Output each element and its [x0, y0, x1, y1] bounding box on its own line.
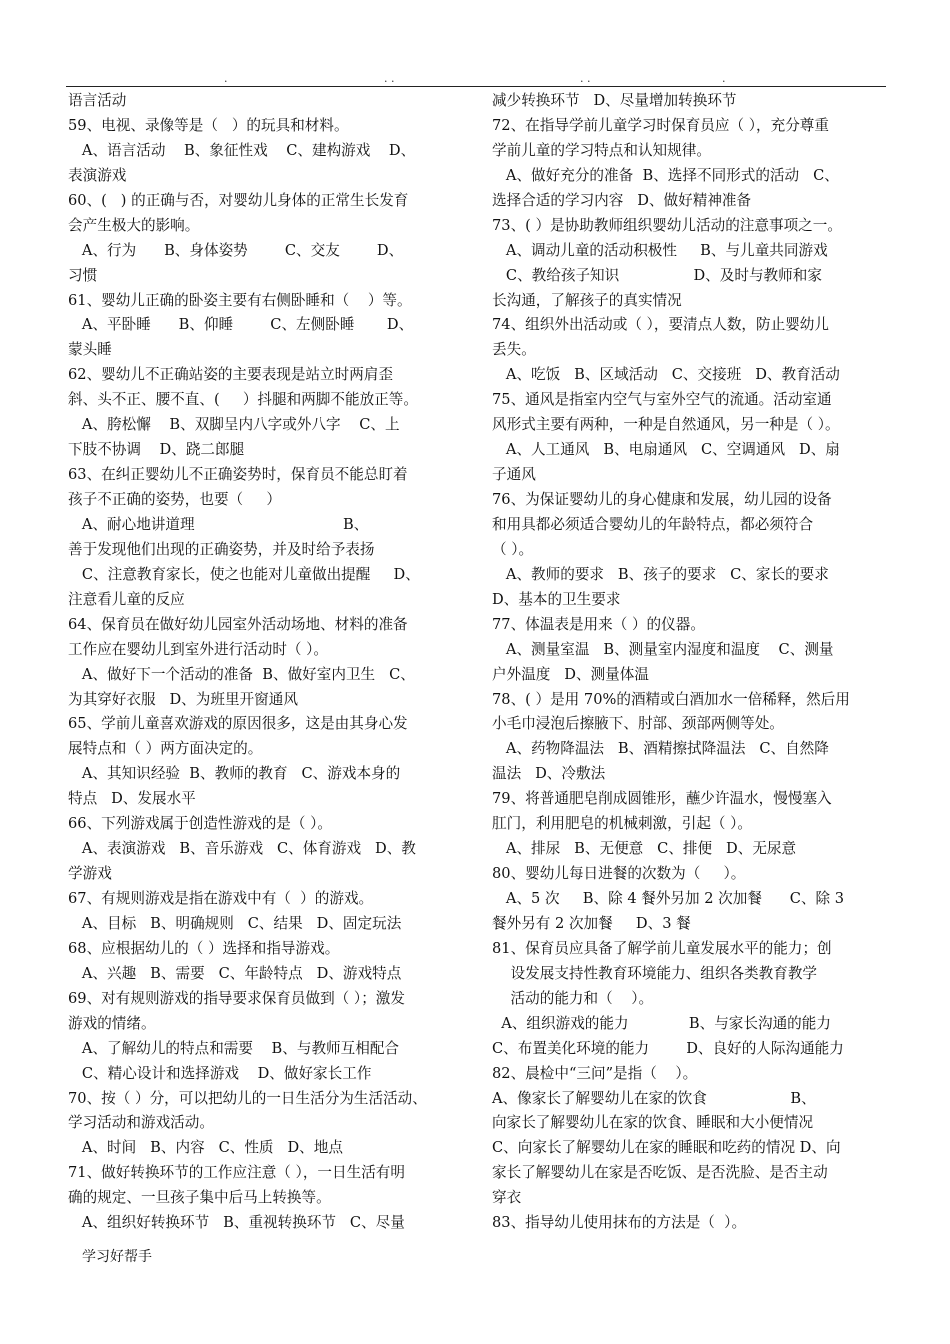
text-line: 81、保育员应具备了解学前儿童发展水平的能力；创 [492, 939, 832, 957]
text-line: 为其穿好衣服 D、为班里开窗通风 [68, 690, 298, 708]
text-line: 户外温度 D、测量体温 [492, 665, 649, 683]
text-line: 家长了解婴幼儿在家是否吃饭、是否洗脸、是否主动 [492, 1164, 828, 1182]
text-line: A、排尿 B、无便意 C、排便 D、无尿意 [492, 840, 797, 858]
text-line: A、像家长了解婴幼儿在家的饮食 B、 [492, 1089, 816, 1107]
text-line: 小毛巾浸泡后擦腋下、肘部、颈部两侧等处。 [492, 715, 784, 733]
text-line: A、教师的要求 B、孩子的要求 C、家长的要求 [492, 565, 829, 583]
text-line: 67、有规则游戏是指在游戏中有（ ）的游戏。 [68, 890, 374, 907]
text-line: 工作应在婴幼儿到室外进行活动时（ ）。 [68, 640, 329, 658]
header-dot: . . [384, 72, 395, 85]
text-line: A、行为 B、身体姿势 C、交友 D、 [68, 241, 404, 259]
text-line: 76、为保证婴幼儿的身心健康和发展，幼儿园的设备 [492, 491, 832, 508]
text-line: 穿衣 [492, 1189, 522, 1207]
text-line: A、目标 B、明确规则 C、结果 D、固定玩法 [68, 914, 402, 932]
text-line: A、药物降温法 B、酒精擦拭降温法 C、自然降 [492, 740, 829, 758]
text-line: 长沟通，了解孩子的真实情况 [492, 291, 682, 309]
text-line: A、耐心地讲道理 B、 [68, 515, 369, 533]
text-line: A、人工通风 B、电扇通风 C、空调通风 D、扇 [492, 441, 840, 459]
text-line: 游戏的情绪。 [68, 1014, 156, 1032]
text-line: 77、体温表是用来（ ）的仪器。 [492, 615, 705, 633]
text-line: 肛门，利用肥皂的机械刺激，引起（ ）。 [492, 815, 753, 833]
text-line: 68、应根据幼儿的（ ）选择和指导游戏。 [68, 939, 340, 957]
text-line: 82、晨检中“三问”是指（ ）。 [492, 1064, 698, 1082]
text-line: 展特点和（ ）两方面决定的。 [68, 740, 263, 758]
text-line: A、了解幼儿的特点和需要 B、与教师互相配合 [68, 1039, 400, 1057]
text-line: 选择合适的学习内容 D、做好精神准备 [492, 191, 752, 209]
text-line: 66、下列游戏属于创造性游戏的是（ ）。 [68, 815, 333, 833]
text-line: 蒙头睡 [68, 341, 112, 359]
text-line: A、做好充分的准备 B、选择不同形式的活动 C、 [492, 166, 839, 184]
text-line: 65、学前儿童喜欢游戏的原因很多，这是由其身心发 [68, 715, 408, 733]
text-line: 餐外另有 2 次加餐 D、3 餐 [492, 914, 691, 932]
right-column [492, 89, 886, 1236]
text-line: 减少转换环节 D、尽量增加转换环节 [492, 92, 737, 109]
text-line: 学前儿童的学习特点和认知规律。 [492, 141, 711, 159]
text-line: A、组织游戏的能力 B、与家长沟通的能力 [492, 1014, 831, 1032]
text-line: 向家长了解婴幼儿在家的饮食、睡眠和大小便情况 [492, 1114, 814, 1132]
text-line: A、测量室温 B、测量室内湿度和温度 C、测量 [492, 640, 834, 658]
text-line: 会产生极大的影响。 [68, 216, 200, 234]
text-line: A、时间 B、内容 C、性质 D、地点 [68, 1139, 343, 1157]
text-line: A、其知识经验 B、教师的教育 C、游戏本身的 [68, 765, 401, 783]
text-line: 活动的能力和（ ）。 [492, 989, 654, 1007]
text-line: 下肢不协调 D、跷二郎腿 [68, 441, 245, 459]
text-line: C、布置美化环境的能力 D、良好的人际沟通能力 [492, 1039, 844, 1057]
text-line: 60、( ) 的正确与否，对婴幼儿身体的正常生长发育 [68, 191, 409, 209]
left-column [68, 89, 460, 1236]
text-line: 善于发现他们出现的正确姿势，并及时给予表扬 [68, 540, 375, 558]
text-line: 64、保育员在做好幼儿园室外活动场地、材料的准备 [68, 615, 408, 633]
text-line: C、教给孩子知识 D、及时与教师和家 [492, 266, 822, 284]
text-line: 83、指导幼儿使用抹布的方法是（ ）。 [492, 1214, 747, 1232]
text-line: A、组织好转换环节 B、重视转换环节 C、尽量 [68, 1214, 405, 1232]
text-line: 72、在指导学前儿童学习时保育员应（ ），充分尊重 [492, 116, 829, 134]
text-line: C、注意教育家长，使之也能对儿童做出提醒 D、 [68, 565, 420, 583]
text-line: 61、婴幼儿正确的卧姿主要有右侧卧睡和（ ）等。 [68, 291, 412, 309]
text-line: 73、( ）是协助教师组织婴幼儿活动的注意事项之一。 [492, 216, 842, 234]
text-line: 70、按（ ）分，可以把幼儿的一日生活分为生活活动、 [68, 1089, 427, 1107]
text-line: 斜、头不正、腰不直、( ）抖腿和两脚不能放正等。 [68, 391, 418, 409]
text-line: 学游戏 [68, 865, 112, 883]
text-line: 确的规定、一旦孩子集中后马上转换等。 [68, 1189, 331, 1207]
text-line: A、平卧睡 B、仰睡 C、左侧卧睡 D、 [68, 316, 414, 334]
text-line: A、兴趣 B、需要 C、年龄特点 D、游戏特点 [68, 964, 402, 982]
text-line: （ ）。 [492, 540, 534, 558]
text-line: 语言活动 [68, 92, 127, 109]
text-line: 表演游戏 [68, 166, 127, 184]
text-line: 设发展支持性教育环境能力、组织各类教育教学 [492, 964, 818, 982]
text-line: D、基本的卫生要求 [492, 590, 621, 608]
header-dot: . [722, 72, 726, 85]
text-line: 丢失。 [492, 341, 536, 359]
text-line: 69、对有规则游戏的指导要求保育员做到（ ）；激发 [68, 989, 405, 1007]
text-line: 特点 D、发展水平 [68, 790, 196, 808]
text-line: 62、婴幼儿不正确站姿的主要表现是站立时两肩歪 [68, 366, 394, 384]
text-line: 习惯 [68, 266, 98, 284]
text-line: 63、在纠正婴幼儿不正确姿势时，保育员不能总盯着 [68, 466, 408, 484]
text-line: A、胯松懈 B、双脚呈内八字或外八字 C、上 [68, 416, 400, 434]
text-line: 74、组织外出活动或（ ），要清点人数，防止婴幼儿 [492, 316, 829, 334]
text-line: 风形式主要有两种，一种是自然通风，另一种是（ ）。 [492, 416, 840, 434]
text-line: 79、将普通肥皂削成圆锥形，蘸少许温水，慢慢塞入 [492, 790, 832, 808]
text-line: 孩子不正确的姿势，也要（ ） [68, 491, 281, 508]
text-line: A、表演游戏 B、音乐游戏 C、体育游戏 D、教 [68, 840, 416, 858]
text-line: 75、通风是指室内空气与室外空气的流通。活动室通 [492, 391, 832, 409]
text-line: C、向家长了解婴幼儿在家的睡眠和吃药的情况 D、向 [492, 1139, 841, 1157]
header-dot: . . [580, 72, 591, 85]
header-rule [66, 86, 886, 87]
text-line: A、语言活动 B、象征性戏 C、建构游戏 D、 [68, 141, 416, 159]
text-line: 和用具都必须适合婴幼儿的年龄特点，都必须符合 [492, 515, 814, 533]
text-line: A、吃饭 B、区域活动 C、交接班 D、教育活动 [492, 366, 840, 384]
text-line: 注意看儿童的反应 [68, 590, 185, 608]
text-line: A、调动儿童的活动积极性 B、与儿童共同游戏 [492, 241, 828, 259]
text-line: A、5 次 B、除 4 餐外另加 2 次加餐 C、除 3 [492, 890, 845, 907]
text-line: A、做好下一个活动的准备 B、做好室内卫生 C、 [68, 665, 415, 683]
text-line: C、精心设计和选择游戏 D、做好家长工作 [68, 1064, 372, 1082]
text-line: 59、电视、录像等是（ ）的玩具和材料。 [68, 116, 349, 134]
text-line: 子通风 [492, 466, 536, 484]
text-line: 80、婴幼儿每日进餐的次数为（ ）。 [492, 865, 746, 883]
text-line: 学习活动和游戏活动。 [68, 1114, 214, 1132]
footer-text: 学习好帮手 [82, 1249, 152, 1265]
text-line: 71、做好转换环节的工作应注意（ ），一日生活有明 [68, 1164, 405, 1182]
text-line: 温法 D、冷敷法 [492, 765, 606, 783]
header-dot: . [224, 72, 228, 85]
text-line: 78、( ）是用 70%的酒精或白酒加水一倍稀释，然后用 [492, 690, 850, 708]
